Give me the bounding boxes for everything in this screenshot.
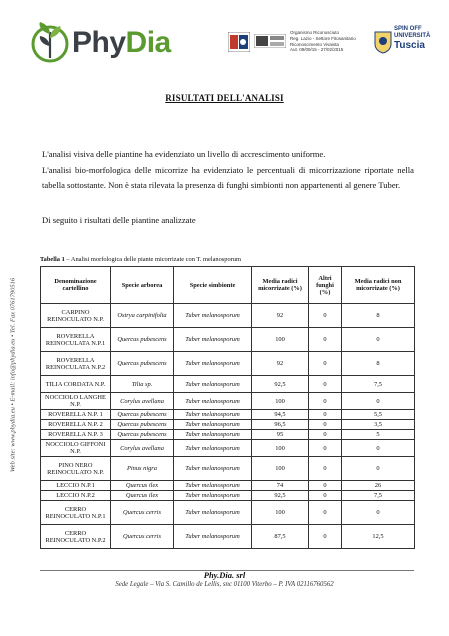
cert-line-2: Reg. Lazio - Settore Fitosanitario [290,35,356,41]
cell-other-fungi: 0 [309,430,342,440]
cell-non-mycorrhized-mean: 7,5 [342,491,415,501]
header-mycorrhized-mean: Media radici micorrizate (%) [252,267,309,304]
cell-tag-name: TILIA CORDATA N.P. [41,376,111,393]
cell-mycorrhized-mean: 74 [252,481,309,491]
cell-symbiont-species: Tuber melanosporum [174,481,252,491]
cell-non-mycorrhized-mean: 8 [342,352,415,376]
cell-tag-name: PINO NERO REINOCULATO N.P. [41,457,111,481]
cell-other-fungi: 0 [309,491,342,501]
phydia-logo [28,20,178,66]
logo-prefix: Phy [72,26,126,59]
cell-tree-species: Quercus pubescens [111,410,174,420]
cell-tree-species: Quercus pubescens [111,352,174,376]
table-row [41,491,415,501]
table-caption [40,256,241,263]
cell-tag-name: NOCCIOLO GIFFONI N.P. [41,440,111,457]
table-row [41,481,415,491]
header-tree-species: Specie arborea [111,267,174,304]
cell-mycorrhized-mean: 87,5 [252,525,309,549]
cert-line-4: Aut. 09/09/15 - 27/02/2015 [290,47,344,53]
cell-non-mycorrhized-mean: 0 [342,328,415,352]
cell-tag-name: LECCIO N.P.2 [41,491,111,501]
table-row [41,525,415,549]
certification-block [228,28,368,58]
cell-tag-name: ROVERELLA N.P. 2 [41,420,111,430]
cell-symbiont-species: Tuber melanosporum [174,352,252,376]
cell-other-fungi: 0 [309,420,342,430]
cell-tree-species: Quercus pubescens [111,430,174,440]
cell-tag-name: NOCCIOLO LANGHE N.P. [41,393,111,410]
cell-mycorrhized-mean: 96,5 [252,420,309,430]
cell-tag-name: CERRO REINOCULATO N.P.1 [41,501,111,525]
cell-non-mycorrhized-mean: 12,5 [342,525,415,549]
cell-mycorrhized-mean: 95 [252,430,309,440]
cell-other-fungi: 0 [309,304,342,328]
cell-symbiont-species: Tuber melanosporum [174,410,252,420]
university-crest-icon [374,30,392,54]
side-contact-strip [9,165,17,585]
university-name [394,26,430,51]
cell-mycorrhized-mean: 100 [252,328,309,352]
cell-symbiont-species: Tuber melanosporum [174,457,252,481]
cell-tree-species: Corylus avellana [111,440,174,457]
cell-mycorrhized-mean: 92 [252,352,309,376]
cell-symbiont-species: Tuber melanosporum [174,328,252,352]
cell-other-fungi: 0 [309,376,342,393]
cell-other-fungi: 0 [309,328,342,352]
certification-mark-icon [254,34,286,48]
cell-non-mycorrhized-mean: 26 [342,481,415,491]
cell-mycorrhized-mean: 92,5 [252,376,309,393]
paragraph-biomorphological-analysis: L'analisi bio-morfologica delle micorrize ha evidenziato le percentuali di micorrizazione riportate nella tabella sottostante. Non è stata rilevata la presenza di funghi simbionti non appartenenti al genere Tuber. [42,165,414,190]
cell-tree-species: Ostrya carpinifolia [111,304,174,328]
table-row [41,304,415,328]
table-caption-label: Tabella 1 [40,256,65,263]
table-row [41,393,415,410]
cell-non-mycorrhized-mean: 5,5 [342,410,415,420]
header-non-mycorrhized-mean: Media radici non micorrizate (%) [342,267,415,304]
cell-tree-species: Quercus cerris [111,525,174,549]
cell-tag-name: ROVERELLA N.P. 1 [41,410,111,420]
cell-non-mycorrhized-mean: 7,5 [342,376,415,393]
cell-tag-name: ROVERELLA REINOCULATA N.P.2 [41,352,111,376]
cell-tag-name: ROVERELLA REINOCULATA N.P.1 [41,328,111,352]
cell-tree-species: Corylus avellana [111,393,174,410]
cell-mycorrhized-mean: 100 [252,393,309,410]
mycorrhization-results-table [40,266,415,549]
cell-other-fungi: 0 [309,410,342,420]
cell-other-fungi: 0 [309,501,342,525]
cell-non-mycorrhized-mean: 8 [342,304,415,328]
cell-tag-name: ROVERELLA N.P. 3 [41,430,111,440]
cell-other-fungi: 0 [309,440,342,457]
cell-symbiont-species: Tuber melanosporum [174,501,252,525]
cell-non-mycorrhized-mean: 0 [342,393,415,410]
cell-mycorrhized-mean: 92 [252,304,309,328]
table-row [41,410,415,420]
regione-lazio-seal-icon [228,32,250,52]
footer-company-name: Phy.Dia. srl [203,570,246,580]
leaf-logo-icon [28,20,72,64]
paragraph-visual-analysis: L'analisi visiva delle piantine ha evidenziato un livello di accrescimento uniforme. [42,149,326,159]
cell-tree-species: Quercus cerris [111,501,174,525]
cell-other-fungi: 0 [309,525,342,549]
certification-text [290,30,356,53]
tuscia-label: Tuscia [394,40,425,51]
cell-mycorrhized-mean: 100 [252,457,309,481]
cell-tree-species: Quercus ilex [111,481,174,491]
cert-line-3: Riconoscimento Vivaista [290,41,339,47]
table-row [41,457,415,481]
side-contact-text: Web site: www.phydia.eu • E-mail: info@phydia.eu • Tel. Fax 0761790516 [9,277,17,473]
letterhead [0,0,449,70]
header-symbiont-species: Specie simbionte [174,267,252,304]
table-row [41,440,415,457]
cell-tree-species: Tilia sp. [111,376,174,393]
cell-symbiont-species: Tuber melanosporum [174,525,252,549]
cell-tree-species: Quercus pubescens [111,420,174,430]
paragraph-results-intro: Di seguito i risultati delle piantine analizzate [42,215,196,225]
cell-tag-name: CERRO REINOCULATO N.P.2 [41,525,111,549]
logo-wordmark [72,26,171,60]
table-row [41,328,415,352]
cell-non-mycorrhized-mean: 3,5 [342,420,415,430]
cell-other-fungi: 0 [309,457,342,481]
header-tag-name: Denominazione cartellino [41,267,111,304]
universita-label: UNIVERSITÀ [394,33,431,39]
cell-symbiont-species: Tuber melanosporum [174,376,252,393]
cell-mycorrhized-mean: 100 [252,440,309,457]
table-row [41,501,415,525]
footer-address: Sede Legale – Via S. Camillo de Lellis, snc 01100 Viterbo – P. IVA 02116760562 [115,581,334,588]
cell-non-mycorrhized-mean: 0 [342,501,415,525]
table-row [41,352,415,376]
cell-mycorrhized-mean: 100 [252,501,309,525]
table-caption-text: – Analisi morfologica delle piante micorrizate con T. melanosporum [64,256,241,263]
table-body [41,304,415,549]
document-title: RISULTATI DELL'ANALISI [165,93,284,103]
cell-mycorrhized-mean: 92,5 [252,491,309,501]
table-row [41,430,415,440]
university-logo [374,24,444,64]
cell-tree-species: Pinus nigra [111,457,174,481]
cell-non-mycorrhized-mean: 0 [342,457,415,481]
cell-other-fungi: 0 [309,481,342,491]
cell-tree-species: Quercus ilex [111,491,174,501]
table-row [41,420,415,430]
cell-symbiont-species: Tuber melanosporum [174,420,252,430]
cell-non-mycorrhized-mean: 0 [342,440,415,457]
spin-off-label: SPIN OFF [394,26,422,32]
table-header-row [41,267,415,304]
cell-tree-species: Quercus pubescens [111,328,174,352]
cell-non-mycorrhized-mean: 5 [342,430,415,440]
cell-symbiont-species: Tuber melanosporum [174,440,252,457]
cert-line-1: Organismo Riconosciuto [290,30,340,35]
header-other-fungi: Altri funghi (%) [309,267,342,304]
cell-mycorrhized-mean: 94,5 [252,410,309,420]
cell-symbiont-species: Tuber melanosporum [174,491,252,501]
cell-other-fungi: 0 [309,393,342,410]
cell-symbiont-species: Tuber melanosporum [174,393,252,410]
logo-suffix: Dia [125,26,171,59]
cell-symbiont-species: Tuber melanosporum [174,430,252,440]
cell-symbiont-species: Tuber melanosporum [174,304,252,328]
cell-tag-name: LECCIO N.P.1 [41,481,111,491]
cell-other-fungi: 0 [309,352,342,376]
cell-tag-name: CARPINO REINOCULATO N.P. [41,304,111,328]
table-row [41,376,415,393]
